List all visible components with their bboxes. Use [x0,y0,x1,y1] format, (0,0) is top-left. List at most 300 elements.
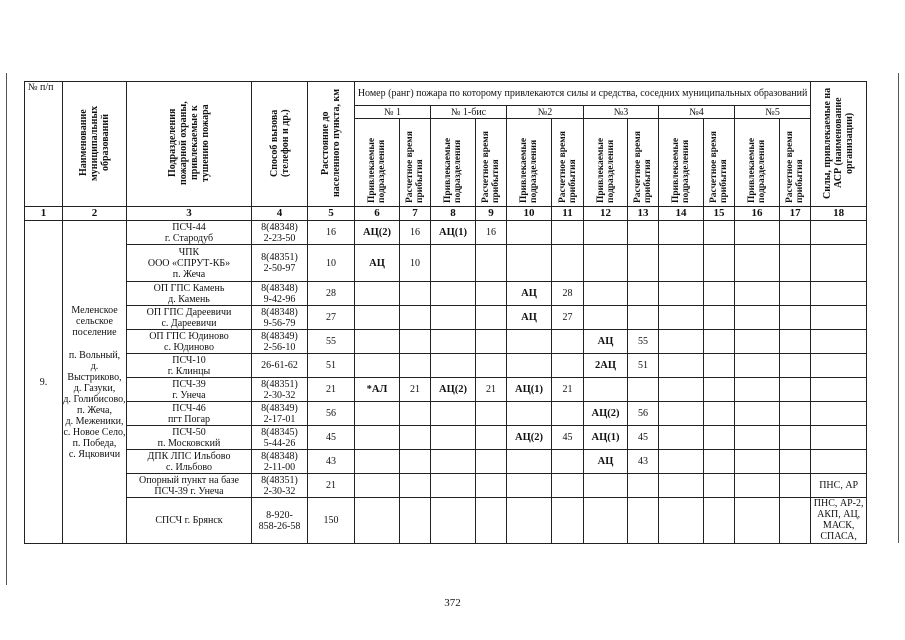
engaged-unit-cell [431,426,476,450]
unit-line: Опорный пункт на базе [139,474,239,486]
engaged-unit-cell [507,354,552,378]
unit-line: ПСЧ-10 [172,354,206,366]
arrival-time-cell: 51 [628,354,659,378]
arrival-time-cell [628,221,659,245]
engaged-unit-cell [735,498,780,544]
engaged-unit-cell [659,402,704,426]
engaged-unit-cell [584,498,628,544]
sub-time-1 [400,119,431,207]
engaged-unit-cell [735,282,780,306]
unit-cell [127,306,252,330]
engaged-unit-cell [659,498,704,544]
engaged-unit-cell: АЦ(2) [355,221,400,245]
engaged-unit-cell [355,282,400,306]
unit-line: г. Клинцы [167,365,211,377]
unit-line: ОП ГПС Камень [153,282,225,294]
arrival-time-cell [628,282,659,306]
table-row [25,498,867,544]
header-forces-text: Силы, привлекаемые на АСР (наименование организации) [822,86,856,199]
sub-units-3 [584,119,628,207]
municipality-name-line: поселение [72,326,117,338]
arrival-time-cell [400,426,431,450]
col-number: 10 [507,207,552,221]
engaged-unit-cell [355,306,400,330]
engaged-unit-cell: АЦ [584,450,628,474]
engaged-unit-cell [735,245,780,282]
arrival-time-cell [704,245,735,282]
sub-units-1bis [431,119,476,207]
unit-line: г. Стародуб [164,232,214,244]
col-number: 7 [400,207,431,221]
table-row [25,245,867,282]
engaged-unit-cell [431,450,476,474]
call-cell [252,221,308,245]
arrival-time-cell [628,378,659,402]
arrival-time-cell [476,282,507,306]
settlement-line: с. Новое Село, [63,426,126,438]
engaged-unit-cell [431,306,476,330]
engaged-unit-cell [584,245,628,282]
distance-cell: 21 [308,378,355,402]
table-row [25,450,867,474]
col-number: 17 [780,207,811,221]
rank-1bis: № 1-бис [431,106,507,119]
unit-cell [127,378,252,402]
engaged-unit-cell [584,474,628,498]
call-line: 8(48345) [261,426,298,438]
engaged-unit-cell: 2АЦ [584,354,628,378]
call-line: 2-30-32 [263,485,296,497]
forces-cell [811,282,867,306]
arrival-time-cell [628,245,659,282]
call-line: 2-17-01 [263,413,296,425]
unit-cell [127,426,252,450]
unit-cell [127,282,252,306]
engaged-unit-cell: АЦ(1) [431,221,476,245]
call-line: 2-30-32 [263,389,296,401]
call-line: 2-56-10 [263,341,296,353]
unit-line: г. Унеча [172,389,206,401]
sub-units-text: Привлекаемые подразделения [747,137,767,203]
arrival-time-cell: 28 [552,282,584,306]
left-margin-line [6,73,7,585]
arrival-time-cell [780,402,811,426]
engaged-unit-cell [735,306,780,330]
arrival-time-cell [704,450,735,474]
col-number: 16 [735,207,780,221]
unit-line: с. Дареевичи [161,317,217,329]
arrival-time-cell [780,330,811,354]
unit-line: с. Ильбово [166,461,212,473]
arrival-time-cell [704,426,735,450]
col-number: 13 [628,207,659,221]
forces-cell [811,402,867,426]
arrival-time-cell [400,450,431,474]
call-line: 8(48351) [261,474,298,486]
forces-line: ПНС, АР [819,480,859,491]
col-number: 1 [25,207,63,221]
call-line: 8(48351) [261,378,298,390]
col-number: 4 [252,207,308,221]
arrival-time-cell: 16 [476,221,507,245]
distance-cell: 10 [308,245,355,282]
engaged-unit-cell: АЦ [507,306,552,330]
rank-1: № 1 [355,106,431,119]
call-line: 8(48349) [261,402,298,414]
arrival-time-cell: 21 [476,378,507,402]
call-line: 8(48351) [261,252,298,263]
call-line: 8(48348) [261,221,298,233]
arrival-time-cell [400,474,431,498]
engaged-unit-cell [735,221,780,245]
table-row [25,426,867,450]
engaged-unit-cell [431,474,476,498]
engaged-unit-cell: АЦ [507,282,552,306]
engaged-unit-cell [584,282,628,306]
engaged-unit-cell [659,330,704,354]
engaged-unit-cell [355,474,400,498]
sub-time-5 [780,119,811,207]
header-call-method-text: Способ вызова (телефон и др.) [268,108,291,177]
header-muni-name [63,82,127,207]
unit-line: п. Московский [157,437,221,449]
arrival-time-cell [628,498,659,544]
settlement-line: п. Жеча, [77,404,112,416]
unit-line: ОП ГПС Дареевичи [146,306,232,318]
arrival-time-cell [628,474,659,498]
col-number: 6 [355,207,400,221]
col-number: 8 [431,207,476,221]
engaged-unit-cell [735,474,780,498]
arrival-time-cell: 21 [552,378,584,402]
engaged-unit-cell [507,245,552,282]
distance-cell: 27 [308,306,355,330]
engaged-unit-cell [507,498,552,544]
municipality-cell [63,221,127,544]
arrival-time-cell [704,354,735,378]
engaged-unit-cell [659,221,704,245]
engaged-unit-cell: АЦ(1) [507,378,552,402]
arrival-time-cell: 43 [628,450,659,474]
sub-units-2 [507,119,552,207]
settlement-line: с. Яцковичи [68,448,121,460]
arrival-time-cell [476,306,507,330]
call-line: 26-61-62 [261,360,298,371]
unit-cell [127,498,252,544]
call-line: 2-23-50 [263,232,296,244]
arrival-time-cell: 10 [400,245,431,282]
forces-cell [811,450,867,474]
call-line: 9-56-79 [263,317,296,329]
arrival-time-cell [476,354,507,378]
call-line: 2-11-00 [263,461,296,473]
sub-time-4 [704,119,735,207]
distance-cell: 55 [308,330,355,354]
unit-cell [127,354,252,378]
unit-line: ПСЧ-46 [172,402,206,414]
arrival-time-cell [780,426,811,450]
settlement-line: п. Вольный, [68,349,121,361]
distance-cell: 56 [308,402,355,426]
arrival-time-cell [780,498,811,544]
engaged-unit-cell [735,378,780,402]
engaged-unit-cell: *АЛ [355,378,400,402]
unit-line: д. Камень [168,293,210,305]
unit-line: ПСЧ-39 [172,378,206,390]
header-muni-name-text: Наименование муниципальных образований [78,104,111,181]
engaged-unit-cell [659,426,704,450]
arrival-time-cell: 16 [400,221,431,245]
arrival-time-cell [780,378,811,402]
arrival-time-cell [400,330,431,354]
engaged-unit-cell [355,498,400,544]
rank-2: №2 [507,106,584,119]
arrival-time-cell: 55 [628,330,659,354]
arrival-time-cell [780,306,811,330]
fire-forces-table [24,81,867,544]
engaged-unit-cell: АЦ(2) [507,426,552,450]
col-number: 15 [704,207,735,221]
arrival-time-cell [400,498,431,544]
arrival-time-cell [628,306,659,330]
call-line: 8(48348) [261,306,298,318]
col-number: 5 [308,207,355,221]
sub-units-text: Привлекаемые подразделения [367,137,387,203]
col-number: 14 [659,207,704,221]
sub-time-text: Расчетное время прибытия [557,131,578,203]
call-cell [252,450,308,474]
forces-cell [811,221,867,245]
arrival-time-cell [476,402,507,426]
engaged-unit-cell [431,245,476,282]
arrival-time-cell [704,378,735,402]
arrival-time-cell [476,330,507,354]
distance-cell: 45 [308,426,355,450]
engaged-unit-cell [735,330,780,354]
forces-cell [811,378,867,402]
header-rank-caption: Номер (ранг) пожара по которому привлекаются силы и средства, соседних муниципальных образований [355,82,811,106]
arrival-time-cell [704,306,735,330]
municipality-name-line: сельское [76,315,113,327]
header-distance [308,82,355,207]
engaged-unit-cell [735,354,780,378]
row-index: 9. [25,221,63,544]
rank-5: №5 [735,106,811,119]
sub-units-text: Привлекаемые подразделения [595,137,616,203]
arrival-time-cell [552,245,584,282]
arrival-time-cell: 21 [400,378,431,402]
arrival-time-cell [476,450,507,474]
arrival-time-cell [780,354,811,378]
table-body [25,221,867,544]
arrival-time-cell [400,306,431,330]
settlement-line: д. Выстриково, [67,360,122,383]
sub-units-text: Привлекаемые подразделения [443,137,463,203]
call-cell [252,282,308,306]
distance-cell: 51 [308,354,355,378]
engaged-unit-cell [355,426,400,450]
forces-line: ПНС, АР-2, [813,498,864,509]
table-row [25,282,867,306]
sub-time-text: Расчетное время прибытия [405,131,425,203]
call-cell [252,498,308,544]
arrival-time-cell [780,450,811,474]
rank-4: №4 [659,106,735,119]
header-pp: № п/п [25,82,63,207]
engaged-unit-cell [431,282,476,306]
arrival-time-cell [552,498,584,544]
arrival-time-cell [552,354,584,378]
unit-line: ОП ГПС Юдиново [149,330,229,342]
forces-cell [811,426,867,450]
sub-time-2 [552,119,584,207]
engaged-unit-cell [355,402,400,426]
call-line: 5-44-26 [263,437,296,449]
unit-cell [127,221,252,245]
arrival-time-cell [780,282,811,306]
call-cell [252,402,308,426]
unit-cell [127,330,252,354]
engaged-unit-cell [659,378,704,402]
call-cell [252,330,308,354]
call-line: 8(48348) [261,282,298,294]
col-number: 12 [584,207,628,221]
engaged-unit-cell [659,306,704,330]
header-forces [811,82,867,207]
sub-time-text: Расчетное время прибытия [633,131,653,203]
settlement-line: д. Меженики, [65,415,124,427]
arrival-time-cell [552,402,584,426]
distance-cell: 16 [308,221,355,245]
arrival-time-cell [552,450,584,474]
call-cell [252,354,308,378]
engaged-unit-cell [659,282,704,306]
forces-line: СПАСА, [820,531,857,542]
engaged-unit-cell [431,498,476,544]
distance-cell: 21 [308,474,355,498]
municipality-name-line: Меленское [71,304,118,316]
table-row [25,474,867,498]
forces-cell [811,330,867,354]
sub-units-5 [735,119,780,207]
arrival-time-cell [704,402,735,426]
arrival-time-cell [400,354,431,378]
engaged-unit-cell: АЦ [584,330,628,354]
col-number: 3 [127,207,252,221]
distance-cell: 43 [308,450,355,474]
sub-units-4 [659,119,704,207]
forces-cell [811,354,867,378]
arrival-time-cell: 45 [628,426,659,450]
arrival-time-cell [476,498,507,544]
arrival-time-cell [704,474,735,498]
forces-cell [811,245,867,282]
forces-cell [811,498,867,544]
header-units-text: Подразделения пожарной охраны, привлекаемые к тушению пожара [167,100,211,185]
municipality-spacer [63,338,126,350]
call-cell [252,474,308,498]
call-line: 8-920- [266,509,293,521]
unit-cell [127,402,252,426]
arrival-time-cell: 45 [552,426,584,450]
sub-units-text: Привлекаемые подразделения [671,137,691,203]
call-line: 8(48349) [261,330,298,342]
unit-cell [127,450,252,474]
engaged-unit-cell [431,402,476,426]
arrival-time-cell [476,426,507,450]
engaged-unit-cell [355,330,400,354]
call-cell [252,378,308,402]
distance-cell: 28 [308,282,355,306]
forces-line: МАСК, [822,520,855,531]
settlement-line: п. Победа, [72,437,117,449]
unit-cell [127,474,252,498]
engaged-unit-cell: АЦ(2) [584,402,628,426]
sub-time-text: Расчетное время прибытия [481,131,501,203]
arrival-time-cell: 56 [628,402,659,426]
forces-cell [811,474,867,498]
unit-line: ЧПК [178,246,200,258]
engaged-unit-cell [507,221,552,245]
col-number: 11 [552,207,584,221]
engaged-unit-cell [584,221,628,245]
col-number: 2 [63,207,127,221]
engaged-unit-cell [659,450,704,474]
call-cell [252,306,308,330]
call-cell [252,426,308,450]
arrival-time-cell [476,245,507,282]
right-margin-line [898,73,899,543]
arrival-time-cell [476,474,507,498]
table-row [25,221,867,245]
unit-line: с. Юдиново [164,341,214,353]
header-call-method [252,82,308,207]
engaged-unit-cell [507,474,552,498]
header-distance-text: Расстояние до населенного пункта, км [320,88,342,197]
settlement-line: д. Голибисово, [63,393,126,405]
col-number: 18 [811,207,867,221]
sub-time-text: Расчетное время прибытия [785,131,806,203]
engaged-unit-cell: АЦ(2) [431,378,476,402]
unit-line: ПСЧ-39 г. Унеча [154,485,224,497]
arrival-time-cell [704,330,735,354]
unit-line: ПСЧ-44 [172,221,206,233]
table-row [25,354,867,378]
engaged-unit-cell: АЦ(1) [584,426,628,450]
arrival-time-cell [780,474,811,498]
unit-line: п. Жеча [172,268,206,280]
engaged-unit-cell [735,450,780,474]
engaged-unit-cell [507,402,552,426]
table-row [25,330,867,354]
unit-line: ПСЧ-50 [172,426,206,438]
call-line: 9-42-96 [263,293,296,305]
engaged-unit-cell [507,330,552,354]
call-line: 858-26-58 [258,520,301,532]
arrival-time-cell [704,221,735,245]
forces-line: АКП, АЦ, [817,509,861,520]
arrival-time-cell [400,282,431,306]
unit-cell [127,245,252,282]
engaged-unit-cell [431,354,476,378]
arrival-time-cell [552,330,584,354]
sub-units-text: Привлекаемые подразделения [519,137,539,203]
arrival-time-cell [704,498,735,544]
unit-line: ООО «СПРУТ-КБ» [147,257,231,269]
rank-3: №3 [584,106,659,119]
engaged-unit-cell [735,426,780,450]
settlement-line: д. Газуки, [73,382,116,394]
